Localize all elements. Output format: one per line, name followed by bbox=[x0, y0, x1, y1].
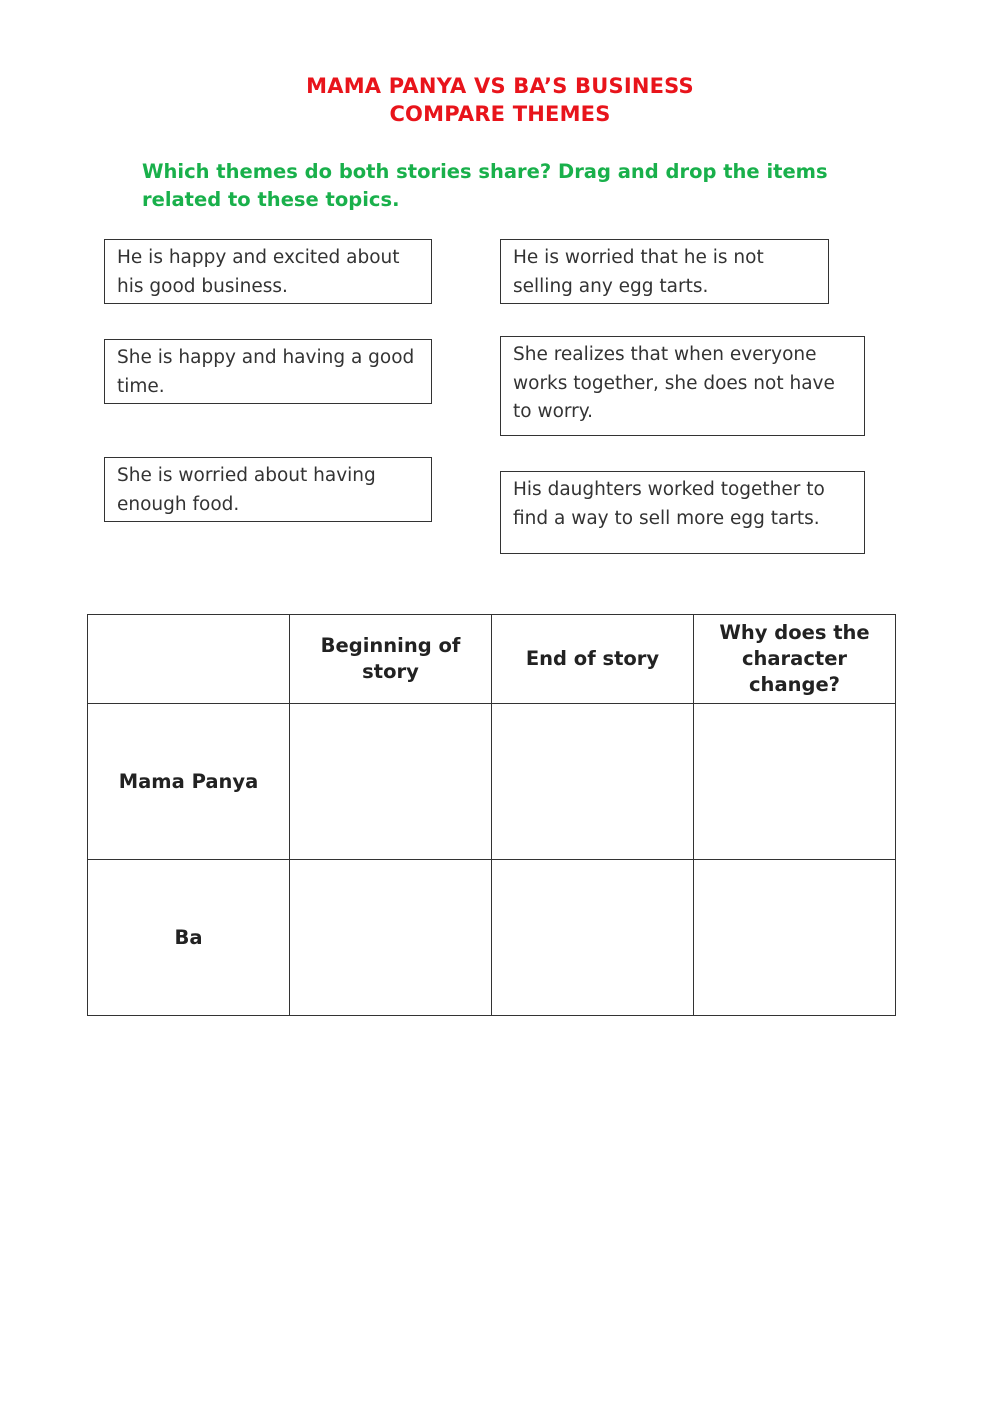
worksheet-subtitle: COMPARE THEMES bbox=[389, 102, 611, 126]
row-label-mama-panya: Mama Panya bbox=[88, 704, 290, 860]
drop-zone-mama-panya-why[interactable] bbox=[694, 704, 896, 860]
draggable-card-he-worried[interactable]: He is worried that he is not selling any egg tarts. bbox=[500, 239, 829, 304]
header-cell-beginning: Beginning of story bbox=[290, 615, 492, 704]
drop-zone-ba-beginning[interactable] bbox=[290, 860, 492, 1016]
header-cell-end: End of story bbox=[492, 615, 694, 704]
draggable-card-she-worried[interactable]: She is worried about having enough food. bbox=[104, 457, 432, 522]
instructions-text: Which themes do both stories share? Drag and drop the items related to these topics. bbox=[142, 160, 828, 211]
row-label-ba: Ba bbox=[88, 860, 290, 1016]
draggable-card-he-happy[interactable]: He is happy and excited about his good business. bbox=[104, 239, 432, 304]
draggable-card-she-happy[interactable]: She is happy and having a good time. bbox=[104, 339, 432, 404]
draggable-card-daughters-worked[interactable]: His daughters worked together to find a way to sell more egg tarts. bbox=[500, 471, 865, 554]
compare-table bbox=[87, 614, 896, 1016]
header-cell-empty bbox=[88, 615, 290, 704]
header-cell-why: Why does the character change? bbox=[694, 615, 896, 704]
worksheet-title: MAMA PANYA VS BA’S BUSINESS bbox=[306, 74, 694, 98]
drop-zone-ba-why[interactable] bbox=[694, 860, 896, 1016]
table-header-row bbox=[88, 615, 896, 704]
draggable-card-she-realizes[interactable]: She realizes that when everyone works together, she does not have to worry. bbox=[500, 336, 865, 436]
table-row bbox=[88, 860, 896, 1016]
drop-zone-mama-panya-beginning[interactable] bbox=[290, 704, 492, 860]
drop-zone-mama-panya-end[interactable] bbox=[492, 704, 694, 860]
table-row bbox=[88, 704, 896, 860]
drop-zone-ba-end[interactable] bbox=[492, 860, 694, 1016]
